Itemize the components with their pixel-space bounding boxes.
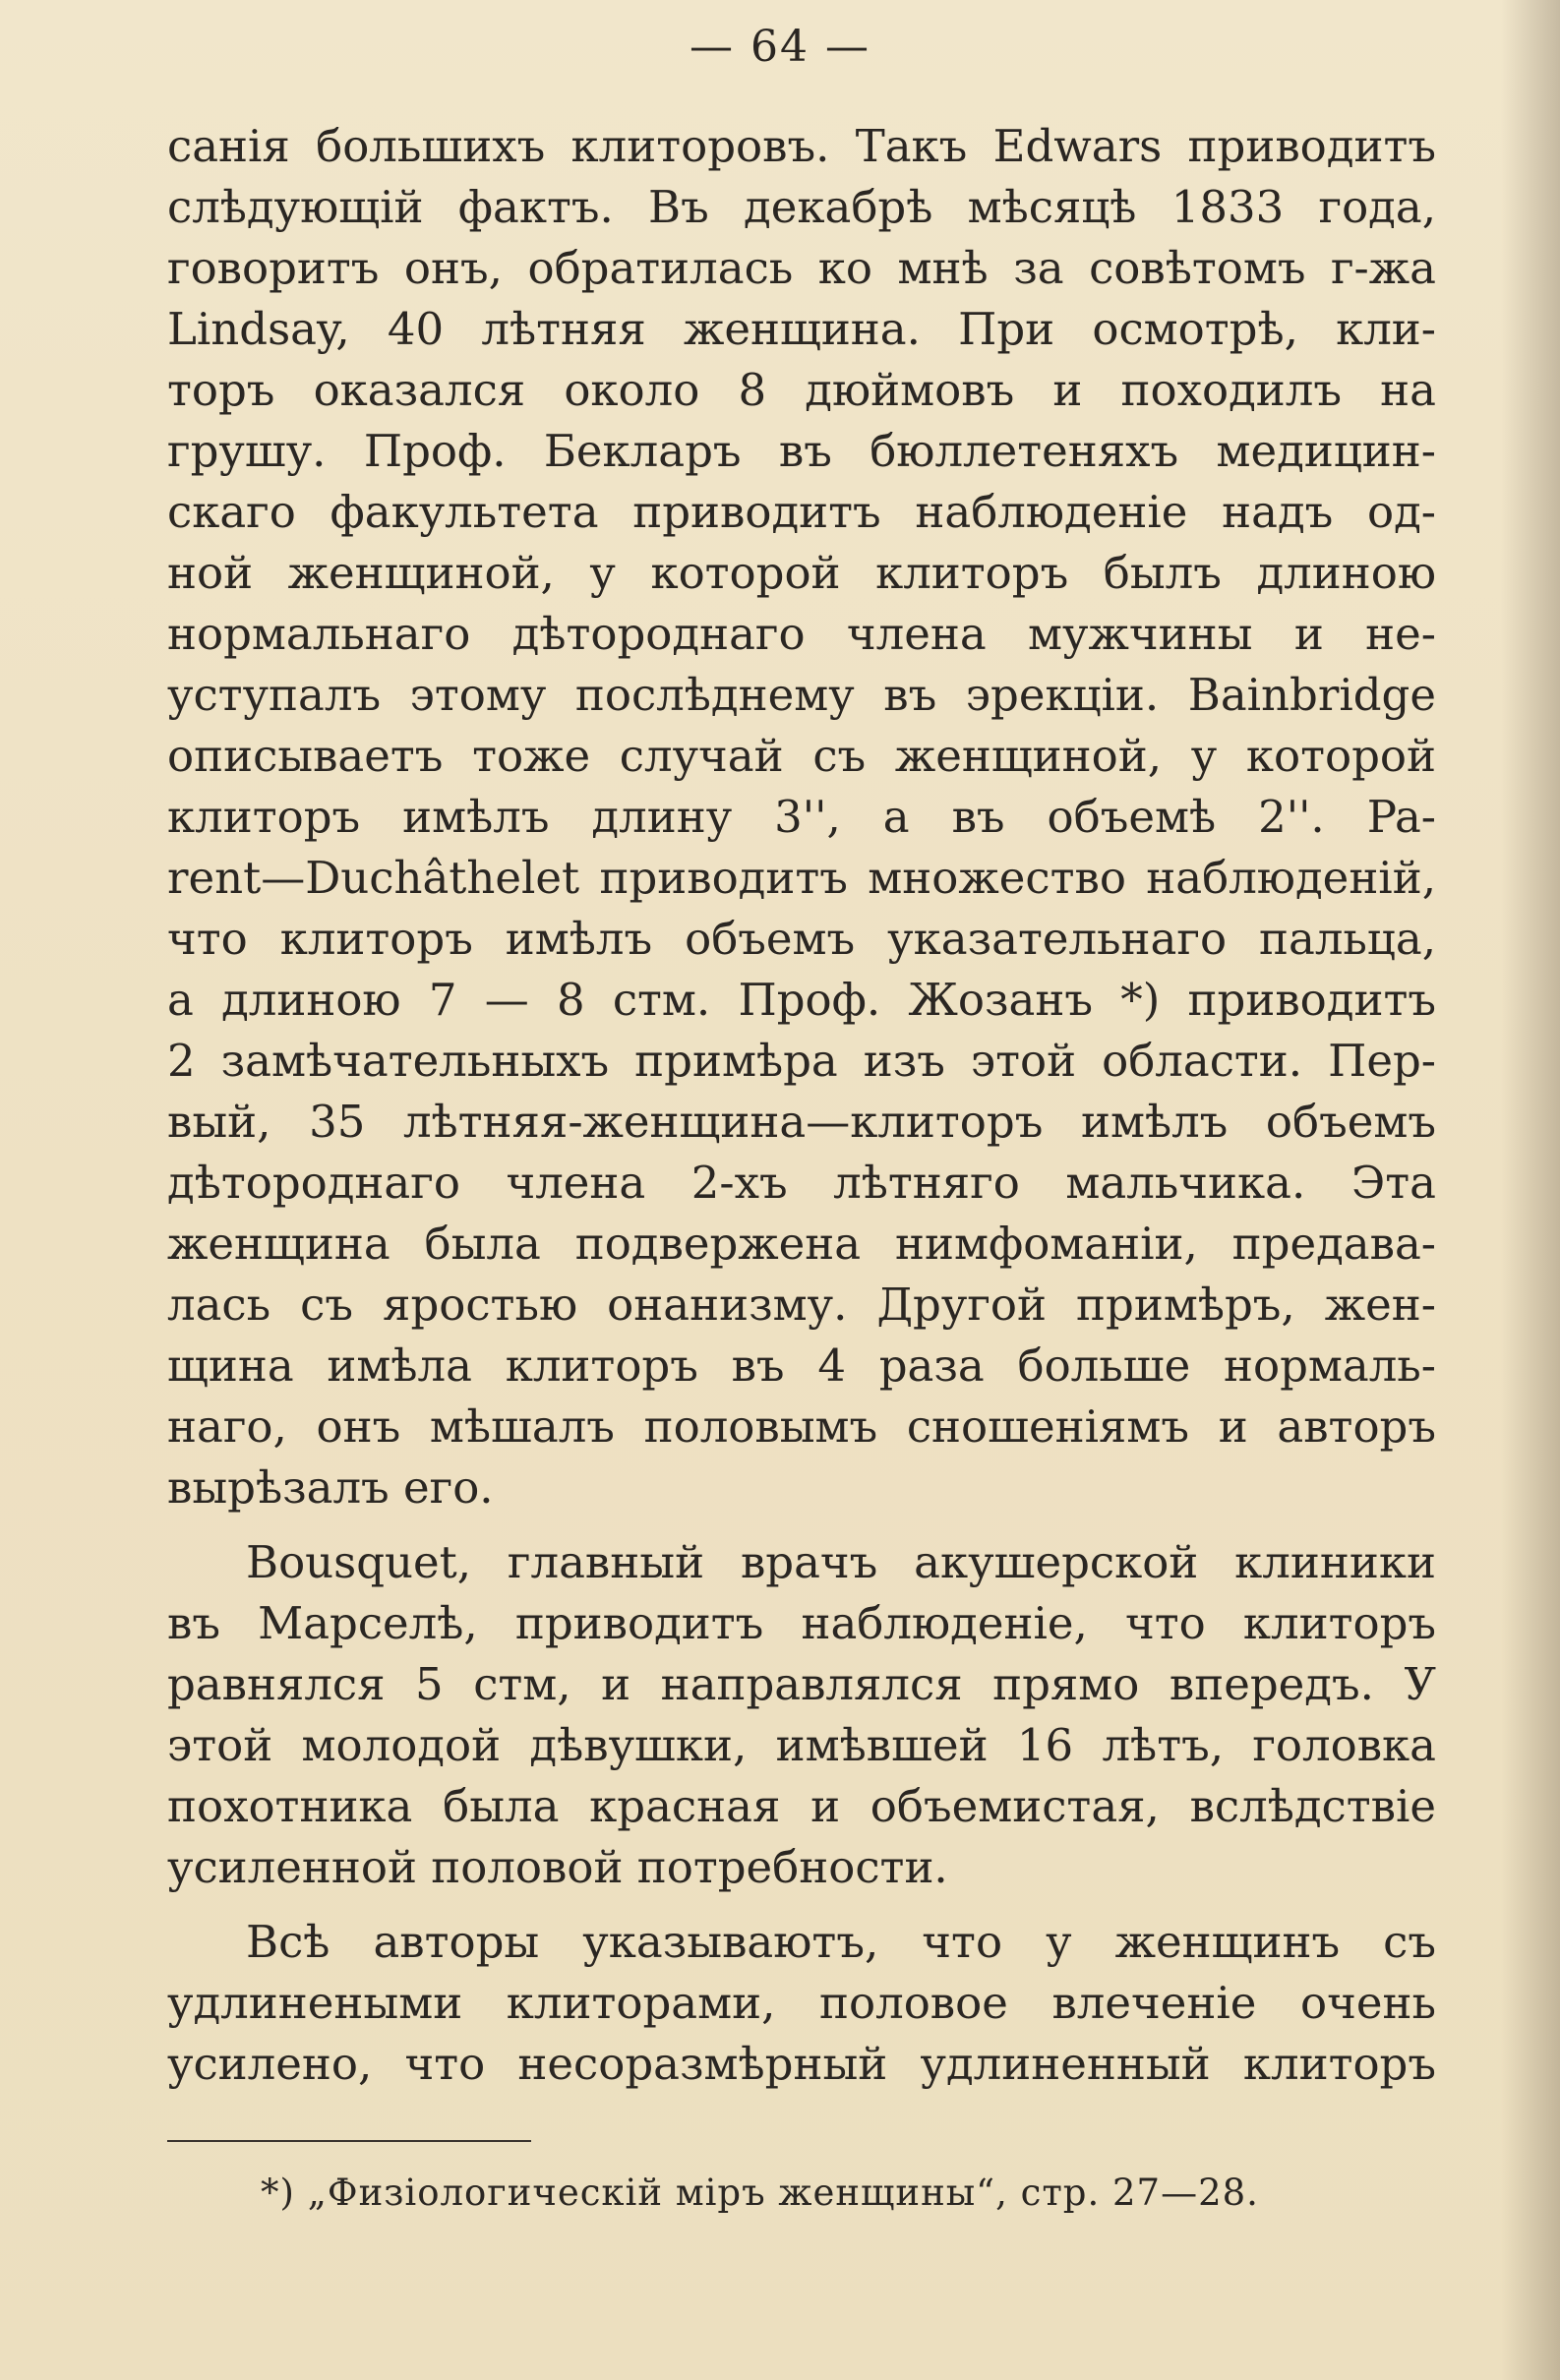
body-text bbox=[167, 116, 1436, 2095]
page-number: — 64 — bbox=[690, 22, 870, 72]
footnote-divider bbox=[167, 2140, 531, 2142]
text-line: въ Марселѣ, приводитъ наблюденіе, что клиторъ bbox=[167, 1597, 1436, 1649]
text-line: нормальнаго дѣтороднаго члена мужчины и не- bbox=[167, 608, 1436, 660]
text-line: торъ оказался около 8 дюймовъ и походилъ на bbox=[167, 364, 1436, 416]
paragraph bbox=[167, 116, 1436, 1518]
text-line: а длиною 7 — 8 стм. Проф. Жозанъ *) приводитъ bbox=[167, 974, 1436, 1026]
text-line: санія большихъ клиторовъ. Такъ Edwars приводитъ bbox=[167, 120, 1436, 172]
text-line: вый, 35 лѣтняя-женщина—клиторъ имѣлъ объемъ bbox=[167, 1096, 1436, 1148]
text-line: Всѣ авторы указываютъ, что у женщинъ съ bbox=[246, 1916, 1436, 1968]
paragraph bbox=[167, 1532, 1436, 1898]
text-line: говоритъ онъ, обратилась ко мнѣ за совѣтомъ г-жа bbox=[167, 242, 1436, 294]
text-line: равнялся 5 стм, и направлялся прямо впередъ. У bbox=[167, 1658, 1436, 1710]
text-line: усиленной половой потребности. bbox=[167, 1841, 948, 1893]
text-line: женщина была подвержена нимфоманіи, предава- bbox=[167, 1218, 1436, 1270]
text-line: усилено, что несоразмѣрный удлиненный клиторъ bbox=[167, 2038, 1436, 2090]
text-line: лась съ яростью онанизму. Другой примѣръ, жен- bbox=[167, 1279, 1436, 1331]
paragraph-gap bbox=[167, 1898, 1436, 1912]
text-line: что клиторъ имѣлъ объемъ указательнаго пальца, bbox=[167, 913, 1436, 965]
text-line: 2 замѣчательныхъ примѣра изъ этой области. Пер- bbox=[167, 1035, 1436, 1087]
text-line: этой молодой дѣвушки, имѣвшей 16 лѣтъ, головка bbox=[167, 1719, 1436, 1771]
paragraph-gap bbox=[167, 1518, 1436, 1532]
text-line: ной женщиной, у которой клиторъ былъ длиною bbox=[167, 547, 1436, 599]
text-line: скаго факультета приводитъ наблюденіе надъ од- bbox=[167, 486, 1436, 538]
text-line: удлинеными клиторами, половое влеченіе очень bbox=[167, 1977, 1436, 2029]
text-line: Bousquet, главный врачъ акушерской клиники bbox=[246, 1536, 1436, 1588]
text-line: клиторъ имѣлъ длину 3'', а въ объемѣ 2''. Pa- bbox=[167, 791, 1436, 843]
text-line: Lindsay, 40 лѣтняя женщина. При осмотрѣ, кли- bbox=[167, 303, 1436, 355]
text-line: слѣдующій фактъ. Въ декабрѣ мѣсяцѣ 1833 года, bbox=[167, 181, 1436, 233]
paragraph bbox=[167, 1912, 1436, 2095]
text-line: грушу. Проф. Беклар​ъ въ бюллетеняхъ медицин- bbox=[167, 425, 1436, 477]
text-line: щина имѣла клиторъ въ 4 раза больше нормаль- bbox=[167, 1339, 1436, 1392]
text-line: наго, онъ мѣшалъ половымъ сношеніямъ и авторъ bbox=[167, 1400, 1436, 1453]
text-line: похотника была красная и объемистая, вслѣдствіе bbox=[167, 1780, 1436, 1832]
page-edge-shadow bbox=[1501, 0, 1560, 2380]
text-line: уступалъ этому послѣднему въ эрекціи. Bainbridge bbox=[167, 669, 1436, 721]
text-line: дѣтороднаго члена 2-хъ лѣтняго мальчика. Эта bbox=[167, 1157, 1436, 1209]
text-line: rent—Duchâthelet приводитъ множество наблюденій, bbox=[167, 852, 1436, 904]
text-line: вырѣзалъ его. bbox=[167, 1461, 494, 1514]
footnote: *) „Физіологическій міръ женщины“, стр. 27—28. bbox=[261, 2172, 1259, 2214]
text-line: описываетъ тоже случай съ женщиной, у которой bbox=[167, 730, 1436, 782]
